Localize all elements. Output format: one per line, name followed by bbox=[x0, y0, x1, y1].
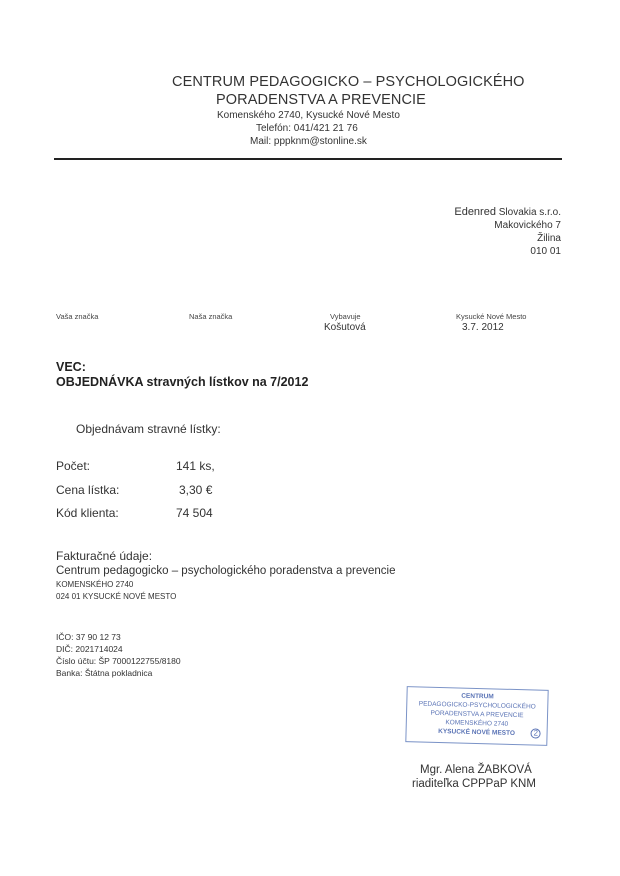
nasa-znacka-label: Naša značka bbox=[189, 312, 233, 321]
recipient-city: Žilina bbox=[537, 233, 561, 244]
subject-title: OBJEDNÁVKA stravných lístkov na 7/2012 bbox=[56, 375, 309, 389]
ico: IČO: 37 90 12 73 bbox=[56, 632, 121, 642]
stamp-number: 2 bbox=[530, 728, 541, 738]
order-row-label: Cena lístka: bbox=[56, 483, 120, 497]
order-row-label: Kód klienta: bbox=[56, 506, 119, 520]
stamp-line: CENTRUM bbox=[461, 692, 494, 701]
date-value: 3.7. 2012 bbox=[462, 322, 504, 333]
recipient-name-main: Edenred bbox=[454, 206, 496, 218]
billing-heading: Fakturačné údaje: bbox=[56, 549, 153, 563]
recipient-name-rest: Slovakia s.r.o. bbox=[498, 207, 561, 218]
organization-stamp bbox=[405, 686, 548, 746]
letterhead-line2: PORADENSTVA A PREVENCIE bbox=[216, 92, 426, 108]
letterhead-mail: Mail: pppknm@stonline.sk bbox=[250, 136, 367, 147]
order-row-value: 141 ks, bbox=[176, 459, 215, 473]
order-row-value: 74 504 bbox=[176, 506, 213, 520]
stamp-line: PEDAGOGICKO-PSYCHOLOGICKÉHO bbox=[418, 700, 536, 711]
place-label: Kysucké Nové Mesto bbox=[456, 312, 527, 321]
signature-role: riaditeľka CPPPaP KNM bbox=[412, 778, 536, 790]
recipient-street: Makovického 7 bbox=[494, 220, 561, 231]
account-number: Číslo účtu: ŠP 7000122755/8180 bbox=[56, 656, 181, 666]
stamp-line: PORADENSTVA A PREVENCIE bbox=[430, 709, 524, 720]
signature-name: Mgr. Alena ŽABKOVÁ bbox=[420, 764, 532, 776]
dic: DIČ: 2021714024 bbox=[56, 644, 123, 654]
order-row-label: Počet: bbox=[56, 459, 91, 473]
letterhead-phone: Telefón: 041/421 21 76 bbox=[256, 123, 358, 134]
recipient-zip: 010 01 bbox=[530, 246, 561, 257]
order-intro: Objednávam stravné lístky: bbox=[76, 422, 221, 436]
billing-street: KOMENSKÉHO 2740 bbox=[56, 580, 134, 589]
billing-name: Centrum pedagogicko – psychologického poradenstva a prevencie bbox=[56, 565, 396, 577]
recipient-name bbox=[361, 206, 561, 218]
vybavuje-value: Košutová bbox=[324, 322, 366, 333]
bank: Banka: Štátna pokladnica bbox=[56, 668, 153, 678]
header-divider bbox=[54, 158, 562, 160]
letterhead-line1: CENTRUM PEDAGOGICKO – PSYCHOLOGICKÉHO bbox=[172, 74, 525, 90]
stamp-line: KOMENSKÉHO 2740 bbox=[445, 719, 509, 728]
vybavuje-label: Vybavuje bbox=[330, 312, 361, 321]
subject-vec: VEC: bbox=[56, 360, 86, 374]
stamp-line: KYSUCKÉ NOVÉ MESTO bbox=[438, 727, 516, 737]
letterhead-address: Komenského 2740, Kysucké Nové Mesto bbox=[217, 110, 400, 121]
billing-city: 024 01 KYSUCKÉ NOVÉ MESTO bbox=[56, 592, 177, 601]
vasa-znacka-label: Vaša značka bbox=[56, 312, 99, 321]
order-row-value: 3,30 € bbox=[179, 483, 213, 497]
